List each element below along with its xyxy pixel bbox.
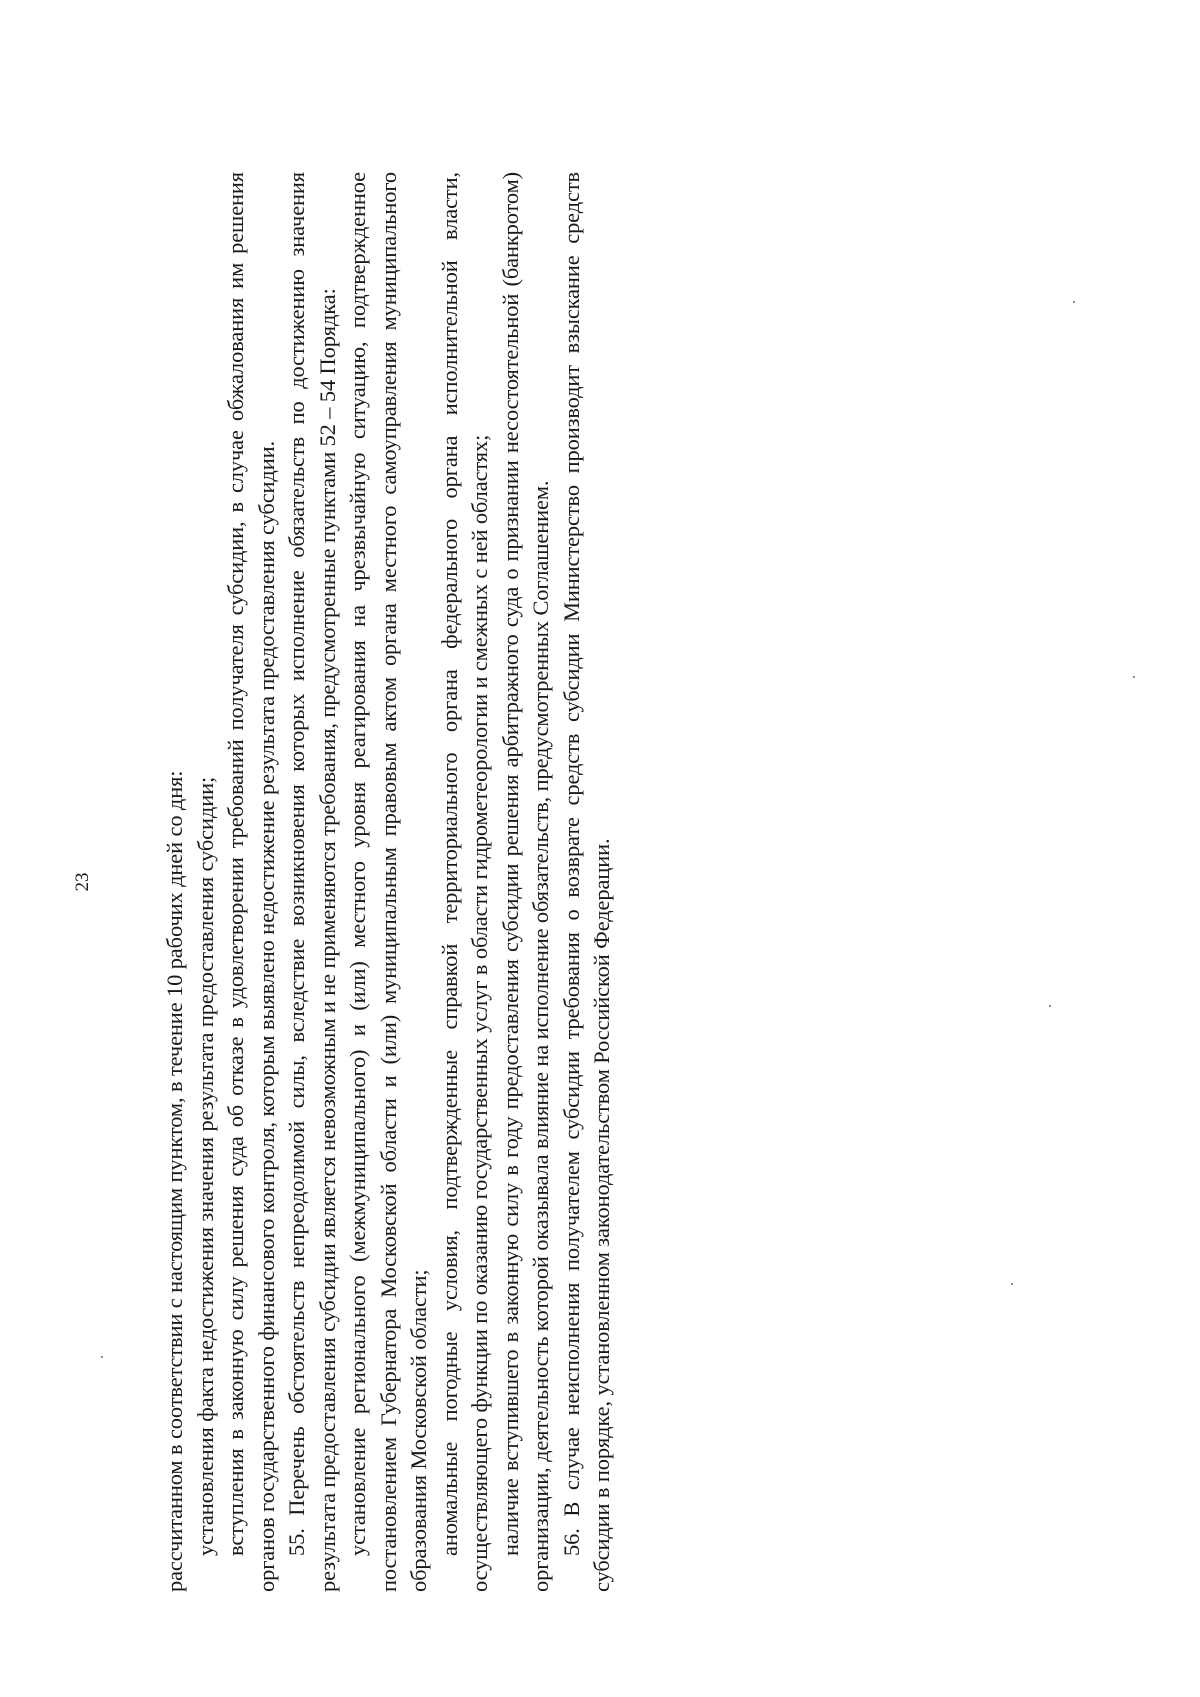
paragraph: вступления в законную силу решения суда об отказе в удовлетворении требований получателя субсидии, в случае обжалования им решения органов государственного финансового контроля, которым выявлено недостижение результата предоставления субсидии.	[223, 172, 279, 1592]
paragraph: аномальные погодные условия, подтвержденные справкой территориального органа федерального органа исполнительной власти, осуществляющего функции по оказанию государственных услуг в области гидрометеорологии и смежных с ней областях;	[436, 172, 492, 1592]
rotated-page-content	[72, 172, 800, 1592]
paragraph: 56. В случае неисполнения получателем субсидии требования о возврате средств субсидии Министерство производит взыскание средств субсидии в порядке, установленном законодательством Российской Федерации.	[558, 172, 614, 1592]
paragraph: рассчитанном в соответствии с настоящим пунктом, в течение 10 рабочих дней со дня:	[162, 770, 187, 1592]
scan-speck	[1073, 301, 1075, 303]
scan-speck	[1049, 1005, 1051, 1007]
document-body	[160, 172, 618, 1592]
scan-speck	[1011, 1283, 1013, 1285]
scan-speck	[1133, 676, 1135, 678]
paragraph: наличие вступившего в законную силу в году предоставления субсидии решения арбитражного суда о признании несостоятельной (банкротом) организации, деятельность которой оказывала влияние на исполнение обязательств, предусмотренных Соглашением.	[497, 172, 553, 1592]
page-number: 23	[72, 872, 93, 892]
paragraph: установление регионального (межмуниципального) и (или) местного уровня реагирования на чрезвычайную ситуацию, подтвержденное постановлением Губернатора Московской области и (или) муниципальным правовым актом органа местного самоуправления муниципального образования Московской области;	[345, 172, 431, 1592]
paragraph: 55. Перечень обстоятельств непреодолимой силы, вследствие возникновения которых исполнение обязательств по достижению значения результата предоставления субсидии является невозможным и не применяются требования, предусмотренные пунктами 52 – 54 Порядка:	[284, 172, 340, 1592]
scan-speck	[101, 1356, 103, 1358]
paragraph: установления факта недостижения значения результата предоставления субсидии;	[192, 776, 218, 1556]
